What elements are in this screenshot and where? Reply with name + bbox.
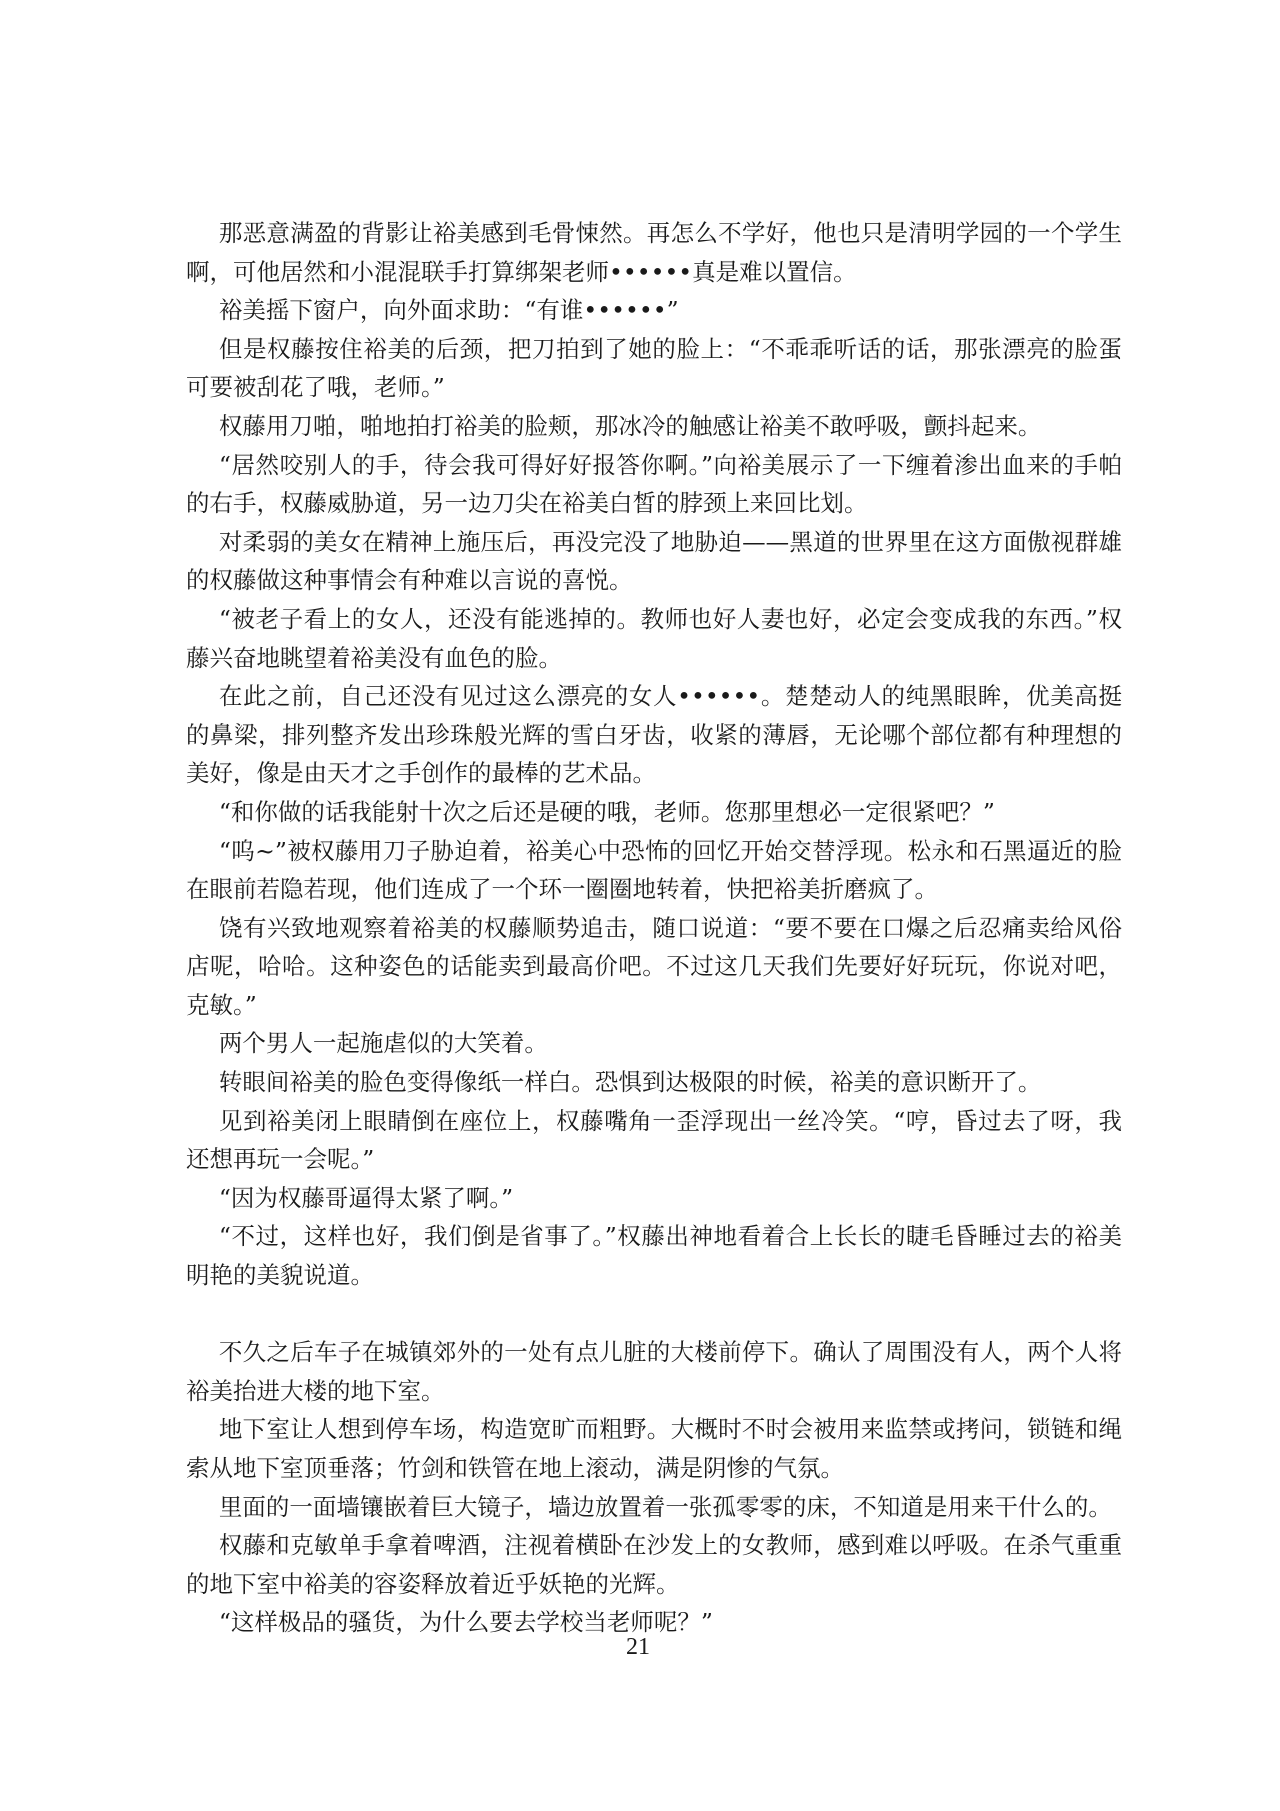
paragraph: 里面的一面墙镶嵌着巨大镜子，墙边放置着一张孤零零的床，不知道是用来干什么的。 (218, 1492, 1112, 1521)
paragraph: 那恶意满盈的背影让裕美感到毛骨悚然。再怎么不学好，他也只是清明学园的一个学生啊，可他居然和小混混联手打算绑架老师••••••真是难以置信。 (186, 219, 1122, 286)
paragraph: “因为权藤哥逼得太紧了啊。” (218, 1183, 514, 1212)
section-2 (186, 1333, 1122, 1642)
section-break (186, 1295, 1122, 1334)
paragraph: “居然咬别人的手，待会我可得好好报答你啊。”向裕美展示了一下缠着渗出血来的手帕的右手，权藤威胁道，另一边刀尖在裕美白皙的脖颈上来回比划。 (186, 450, 1122, 518)
paragraph: 饶有兴致地观察着裕美的权藤顺势追击，随口说道：“要不要在口爆之后忍痛卖给风俗店呢，哈哈。这种姿色的话能卖到最高价吧。不过这几天我们先要好好玩玩，你说对吧，克敏。” (186, 913, 1122, 1019)
paragraph: 地下室让人想到停车场，构造宽旷而粗野。大概时不时会被用来监禁或拷问，锁链和绳索从地下室顶垂落；竹剑和铁管在地上滚动，满是阴惨的气氛。 (186, 1415, 1122, 1482)
page-body (186, 214, 1122, 1642)
paragraph: 见到裕美闭上眼睛倒在座位上，权藤嘴角一歪浮现出一丝冷笑。“哼，昏过去了呀，我还想再玩一会呢。” (186, 1106, 1122, 1174)
page-number: 21 (626, 1634, 650, 1660)
paragraph: 在此之前，自己还没有见过这么漂亮的女人••••••。楚楚动人的纯黑眼眸，优美高挺的鼻梁，排列整齐发出珍珠般光辉的雪白牙齿，收紧的薄唇，无论哪个部位都有种理想的美好，像是由天才之手创作的最棒的艺术品。 (186, 682, 1122, 788)
paragraph: 对柔弱的美女在精神上施压后，再没完没了地胁迫——黑道的世界里在这方面傲视群雄的权藤做这种事情会有种难以言说的喜悦。 (186, 527, 1122, 595)
paragraph: 裕美摇下窗户，向外面求助：“有谁••••••” (218, 296, 679, 325)
paragraph: “这样极品的骚货，为什么要去学校当老师呢？” (218, 1608, 713, 1637)
paragraph: “呜~”被权藤用刀子胁迫着，裕美心中恐怖的回忆开始交替浮现。松永和石黑逼近的脸在眼前若隐若现，他们连成了一个环一圈圈地转着，快把裕美折磨疯了。 (186, 836, 1122, 904)
paragraph: “不过，这样也好，我们倒是省事了。”权藤出神地看着合上长长的睫毛昏睡过去的裕美明艳的美貌说道。 (186, 1222, 1122, 1290)
paragraph: 两个男人一起施虐似的大笑着。 (218, 1029, 548, 1058)
paragraph: 转眼间裕美的脸色变得像纸一样白。恐惧到达极限的时候，裕美的意识断开了。 (218, 1068, 1042, 1097)
paragraph: “被老子看上的女人，还没有能逃掉的。教师也好人妻也好，必定会变成我的东西。”权藤兴奋地眺望着裕美没有血色的脸。 (186, 604, 1122, 672)
paragraph: 权藤用刀啪，啪地拍打裕美的脸颊，那冰冷的触感让裕美不敢呼吸，颤抖起来。 (218, 411, 1042, 440)
paragraph: 但是权藤按住裕美的后颈，把刀拍到了她的脸上：“不乖乖听话的话，那张漂亮的脸蛋可要被刮花了哦，老师。” (186, 334, 1122, 402)
section-1 (186, 214, 1122, 1295)
paragraph: 不久之后车子在城镇郊外的一处有点儿脏的大楼前停下。确认了周围没有人，两个人将裕美抬进大楼的地下室。 (186, 1338, 1122, 1405)
paragraph: “和你做的话我能射十次之后还是硬的哦，老师。您那里想必一定很紧吧？” (218, 797, 995, 826)
paragraph: 权藤和克敏单手拿着啤酒，注视着横卧在沙发上的女教师，感到难以呼吸。在杀气重重的地下室中裕美的容姿释放着近乎妖艳的光辉。 (186, 1531, 1122, 1598)
